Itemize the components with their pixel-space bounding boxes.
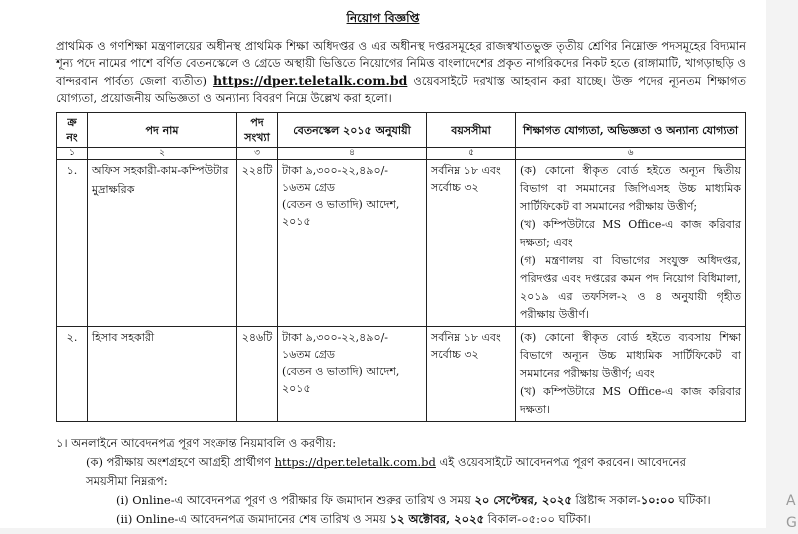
column-number-row — [57, 148, 746, 160]
qualification-item: (খ) কম্পিউটারে MS Office-এ কাজ করিবার দক্ষতা; এবং — [520, 218, 741, 249]
column-number: ৬ — [516, 148, 746, 160]
row-pay-scale — [278, 327, 427, 422]
row-serial: ১. — [57, 160, 88, 327]
header-pay-scale: বেতনস্কেল ২০১৫ অনুযায়ী — [278, 113, 427, 148]
row-pay-scale — [278, 160, 427, 327]
row-post-count: ২৪৬টি — [237, 327, 278, 422]
column-number: ২ — [88, 148, 237, 160]
instruction-item-k-cont: সময়সীমা নিম্নরূপ: — [86, 474, 168, 488]
age-max: সর্বোচ্চ ৩২ — [431, 181, 479, 194]
end-date: ১২ অক্টোবর, ২০২৫ — [389, 512, 485, 526]
row-post-count: ২২৪টি — [237, 160, 278, 327]
pay-scale-order: (বেতন ও ভাতাদি) আদেশ, ২০১৫ — [282, 198, 400, 228]
start-date: ২০ সেপ্টেম্বর, ২০২৫ — [474, 493, 572, 507]
header-sl: ক্র নং — [57, 113, 88, 148]
row-qualification — [516, 160, 746, 327]
intro-text-2: ওয়েবসাইটে দরখাস্ত আহবান করা যাচ্ছে। উক্ত পদের ন্যূনতম শিক্ষাগত যোগ্যতা, প্রয়োজনীয় অভিজ্ঞতা ও অন্যান্য বিবরণ নিম্নে উল্লেখ করা হলো। — [56, 74, 747, 105]
instruction-text: এই ওয়েবসাইটে আবেদনপত্র পূরণ করবেন। আবেদনের — [439, 455, 686, 469]
column-number: ৪ — [278, 148, 427, 160]
notice-title: নিয়োগ বিজ্ঞপ্তি — [346, 11, 420, 25]
instruction-text: ঘটিকা। — [678, 493, 711, 507]
qualification-item: (ক) কোনো স্বীকৃত বোর্ড হইতে অন্যূন দ্বিতীয় বিভাগ বা সমমানের জিপিএসহ উচ্চ মাধ্যমিক সার্টিফিকেট বা সমমানের পরীক্ষায় উত্তীর্ণ; — [520, 164, 741, 213]
instruction-text: (ii) Online-এ আবেদনপত্র জমাদানের শেষ তারিখ ও সময় — [116, 512, 386, 526]
watermark-line: A — [786, 493, 796, 509]
instruction-item-ii — [56, 510, 756, 528]
pay-scale-order: (বেতন ও ভাতাদি) আদেশ, ২০১৫ — [282, 365, 400, 395]
column-number: ৩ — [237, 148, 278, 160]
header-post-count: পদ সংখ্যা — [237, 113, 278, 148]
pay-scale-grade: ১৬তম গ্রেড — [282, 348, 335, 361]
column-number: ৫ — [427, 148, 516, 160]
row-age-limit — [427, 327, 516, 422]
qualification-item: (গ) মন্ত্রণালয় বা বিভাগের সংযুক্ত অধিদপ্তর, পরিদপ্তর এবং দপ্তরের কমন পদ নিয়োগ বিধিমালা, ২০১৯ এর তফসিল-২ ও ৪ অনুযায়ী গৃহীত পরীক্ষায় উত্তীর্ণ। — [520, 254, 741, 321]
age-min: সর্বনিম্ন ১৮ এবং — [431, 331, 501, 344]
application-instructions — [56, 434, 756, 528]
instruction-text: বিকাল-০৫:০০ ঘটিকা। — [487, 512, 591, 526]
row-qualification — [516, 327, 746, 422]
intro-text-1: প্রাথমিক ও গণশিক্ষা মন্ত্রণালয়ের অধীনস্থ প্রাথমিক শিক্ষা অধিদপ্তর ও এর অধীনস্থ দপ্তরসমূহের রাজস্বখাতভুক্ত তৃতীয় শ্রেণির নিম্নোক্ত পদসমূহের বিদ্যমান শূন্য পদে নামের পাশে বর্ণিত বেতনস্কেলে ও গ্রেডে অস্থায়ী ভিত্তিতে নিয়োগের নিমিত্ত বাংলাদেশের প্রকৃত নাগরিকদের নিকট হতে (রাঙ্গামাটি, খাগড়াছড়ি ও বান্দরবান পার্বত্য জেলা ব্যতীত) — [56, 39, 746, 88]
posts-table — [56, 112, 746, 422]
instruction-item-k — [56, 453, 756, 472]
header-age-limit: বয়সসীমা — [427, 113, 516, 148]
row-post-name: অফিস সহকারী-কাম-কম্পিউটার মুদ্রাক্ষরিক — [88, 160, 237, 327]
table-row — [57, 327, 746, 422]
column-number: ১ — [57, 148, 88, 160]
watermark-line: G — [786, 515, 797, 531]
start-time: ১০:০০ — [640, 493, 675, 507]
age-min: সর্বনিম্ন ১৮ এবং — [431, 164, 501, 177]
apply-website-link[interactable]: https://dper.teletalk.com.bd — [274, 455, 436, 469]
pay-scale-grade: ১৬তম গ্রেড — [282, 181, 335, 194]
row-post-name: হিসাব সহকারী — [88, 327, 237, 422]
pay-scale-amount: টাকা ৯,৩০০-২২,৪৯০/- — [282, 164, 389, 177]
header-qualification: শিক্ষাগত যোগ্যতা, অভিজ্ঞতা ও অন্যান্য যোগ্যতা — [516, 113, 746, 148]
pay-scale-amount: টাকা ৯,৩০০-২২,৪৯০/- — [282, 331, 389, 344]
row-serial: ২. — [57, 327, 88, 422]
notice-intro — [56, 38, 746, 107]
instruction-item-i — [56, 491, 756, 510]
table-row — [57, 160, 746, 327]
activation-watermark — [786, 490, 797, 534]
instruction-text: (i) Online-এ আবেদনপত্র পূরণ ও পরীক্ষার ফি জমাদান শুরুর তারিখ ও সময় — [116, 493, 471, 507]
age-max: সর্বোচ্চ ৩২ — [431, 348, 479, 361]
table-header-row — [57, 113, 746, 148]
instruction-text: (ক) পরীক্ষায় অংশগ্রহণে আগ্রহী প্রার্থীগণ — [86, 455, 271, 469]
instruction-text: খ্রিষ্টাব্দ সকাল- — [575, 493, 641, 507]
header-post-name: পদ নাম — [88, 113, 237, 148]
row-age-limit — [427, 160, 516, 327]
instructions-heading: ১। অনলাইনে আবেদনপত্র পূরণ সংক্রান্ত নিয়মাবলি ও করণীয়: — [56, 436, 337, 450]
qualification-item: (ক) কোনো স্বীকৃত বোর্ড হইতে ব্যবসায় শিক্ষা বিভাগে অন্যূন উচ্চ মাধ্যমিক সার্টিফিকেট বা সমমানের পরীক্ষায় উত্তীর্ণ; এবং — [520, 331, 741, 380]
qualification-item: (খ) কম্পিউটারে MS Office-এ কাজ করিবার দক্ষতা। — [520, 385, 741, 416]
intro-website-link[interactable]: https://dper.teletalk.com.bd — [212, 73, 408, 88]
